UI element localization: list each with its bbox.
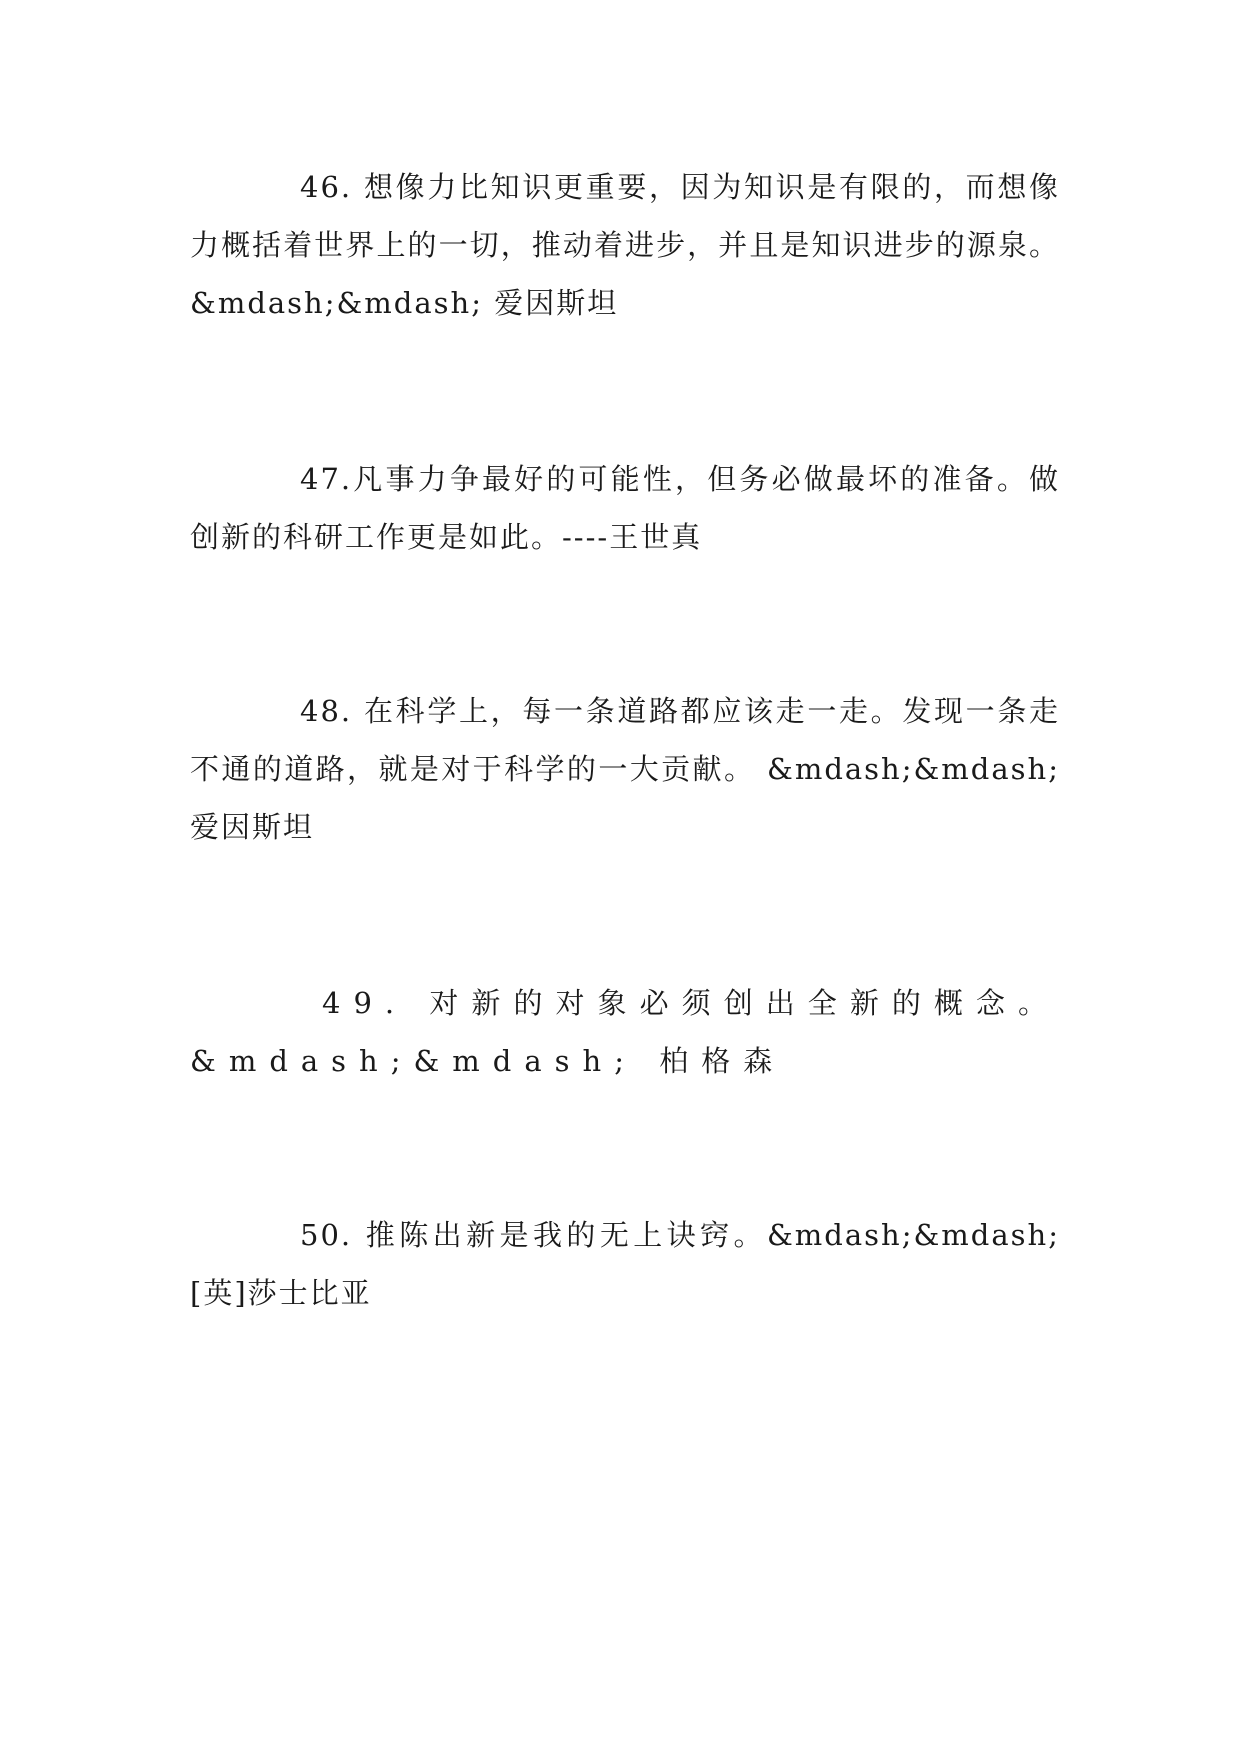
- quote-49: 49. 对新的对象必须创出全新的概念。&mdash;&mdash; 柏格森: [190, 986, 1060, 1078]
- quote-47: 47.凡事力争最好的可能性，但务必做最坏的准备。做创新的科研工作更是如此。----王世真: [190, 462, 1060, 554]
- quote-48: 48. 在科学上，每一条道路都应该走一走。发现一条走不通的道路，就是对于科学的一大贡献。 &mdash;&mdash; 爱因斯坦: [190, 694, 1060, 844]
- quote-50: 50. 推陈出新是我的无上诀窍。&mdash;&mdash;[英]莎士比亚: [190, 1218, 1060, 1310]
- quote-46: 46. 想像力比知识更重要，因为知识是有限的，而想像力概括着世界上的一切，推动着进步，并且是知识进步的源泉。 &mdash;&mdash; 爱因斯坦: [190, 170, 1060, 320]
